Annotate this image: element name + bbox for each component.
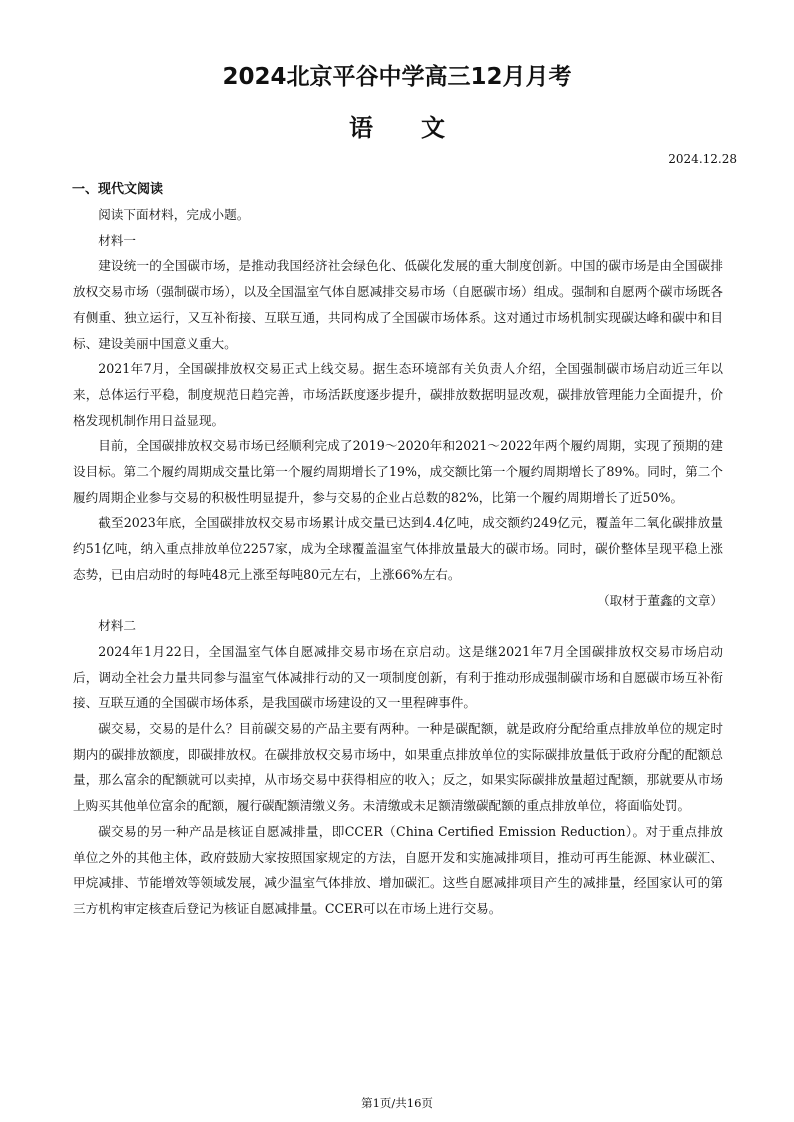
material-one-label: 材料一 xyxy=(98,232,136,248)
material-one-paragraph: 2021年7月，全国碳排放权交易正式上线交易。据生态环境部有关负责人介绍，全国强制碳市场启动近三年以来，总体运行平稳，制度规范日趋完善，市场活跃度逐步提升，碳排放数据明显改观，碳排放管理能力全面提升，价格发现机制作用日益显现。 xyxy=(73,361,723,428)
material-two-paragraph: 碳交易，交易的是什么？目前碳交易的产品主要有两种。一种是碳配额，就是政府分配给重点排放单位的规定时期内的碳排放额度，即碳排放权。在碳排放权交易市场中，如果重点排放单位的实际碳排放量低于政府分配的配额总量，那么富余的配额就可以卖掉，从市场交易中获得相应的收入；反之，如果实际碳排放量超过配额，那就要从市场上购买其他单位富余的配额，履行碳配额清缴义务。未清缴或未足额清缴碳配额的重点排放单位，将面临处罚。 xyxy=(73,721,723,814)
subject-heading: 语 文 xyxy=(349,114,445,142)
material-two-label: 材料二 xyxy=(98,618,136,634)
document-title: 2024北京平谷中学高三12月月考 xyxy=(222,64,572,90)
material-two-paragraph: 2024年1月22日，全国温室气体自愿减排交易市场在京启动。这是继2021年7月全国碳排放权交易市场启动后，调动全社会力量共同参与温室气体减排行动的又一项制度创新，有利于推动形成强制碳市场和自愿碳市场互补衔接、互联互通的全国碳市场体系，是我国碳市场建设的又一里程碑事件。 xyxy=(73,643,723,711)
instruction-text: 阅读下面材料，完成小题。 xyxy=(98,207,250,222)
material-one-source: （取材于董鑫的文章） xyxy=(597,592,723,608)
reading-passage xyxy=(73,202,723,922)
exam-date: 2024.12.28 xyxy=(668,152,737,166)
section-heading: 一、现代文阅读 xyxy=(72,182,164,197)
material-one-paragraph: 目前，全国碳排放权交易市场已经顺利完成了2019～2020年和2021～2022年两个履约周期，实现了预期的建设目标。第二个履约周期成交量比第一个履约周期增长了19%，成交额比第一个履约周期增长了89%。同时，第二个履约周期企业参与交易的积极性明显提升，参与交易的企业占总数的82%，比第一个履约周期增长了近50%。 xyxy=(73,438,723,505)
material-two-paragraph: 碳交易的另一种产品是核证自愿减排量，即CCER（China Certified Emission Reduction）。对于重点排放单位之外的其他主体，政府鼓励大家按照国家规定的方法，自愿开发和实施减排项目，推动可再生能源、林业碳汇、甲烷减排、节能增效等领域发展，减少温室气体排放、增加碳汇。这些自愿减排项目产生的减排量，经国家认可的第三方机构审定核查后登记为核证自愿减排量。CCER可以在市场上进行交易。 xyxy=(73,823,723,916)
page-number: 第1页/共16页 xyxy=(361,1096,433,1110)
material-one-paragraph: 建设统一的全国碳市场，是推动我国经济社会绿色化、低碳化发展的重大制度创新。中国的碳市场是由全国碳排放权交易市场（强制碳市场），以及全国温室气体自愿减排交易市场（自愿碳市场）组成。强制和自愿两个碳市场既各有侧重、独立运行，又互补衔接、互联互通，共同构成了全国碳市场体系。这对通过市场机制实现碳达峰和碳中和目标、建设美丽中国意义重大。 xyxy=(73,258,723,351)
material-one-paragraph: 截至2023年底，全国碳排放权交易市场累计成交量已达到4.4亿吨，成交额约249亿元，覆盖年二氧化碳排放量约51亿吨，纳入重点排放单位2257家，成为全球覆盖温室气体排放量最大的碳市场。同时，碳价整体呈现平稳上涨态势，已由启动时的每吨48元上涨至每吨80元左右，上涨66%左右。 xyxy=(73,515,723,582)
